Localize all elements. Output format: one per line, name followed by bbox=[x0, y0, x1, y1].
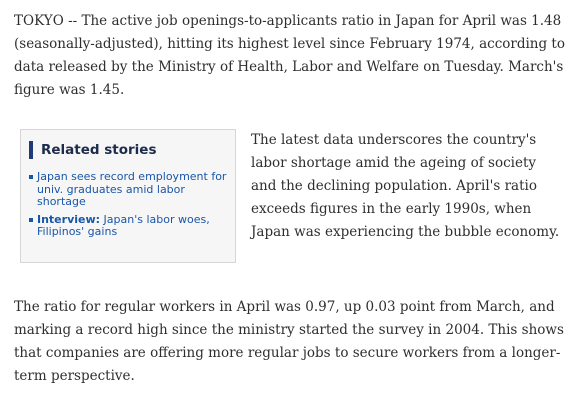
article-paragraph-1: TOKYO -- The active job openings-to-applicants ratio in Japan for April was 1.48 (seasonally-adjusted), hitting its highest level since February 1974, according to data released by the Ministry of Health, Labor and Welfare on Tuesday. March's figure was 1.45. bbox=[14, 13, 565, 98]
bullet-icon bbox=[29, 218, 33, 222]
related-stories-title: Related stories bbox=[29, 141, 157, 159]
related-story-link[interactable]: Japan sees record employment for univ. graduates amid labor shortage bbox=[37, 170, 227, 208]
related-story-link[interactable]: Japan's labor woes, Filipinos' gains bbox=[37, 212, 210, 238]
bullet-icon bbox=[29, 175, 33, 179]
related-stories-box bbox=[20, 129, 236, 263]
related-story-label: Interview: bbox=[37, 212, 101, 226]
related-story-item-1[interactable] bbox=[29, 171, 234, 209]
article-paragraph-2: The latest data underscores the country's labor shortage amid the ageing of society and the declining population. April's ratio exceeds figures in the early 1990s, when Japan was experiencing the bubble economy. bbox=[251, 132, 560, 240]
related-story-item-2[interactable] bbox=[29, 214, 234, 239]
article-paragraph-3: The ratio for regular workers in April was 0.97, up 0.03 point from March, and marking a record high since the ministry started the survey in 2004. This shows that companies are offering more regular jobs to secure workers from a longer-term perspective. bbox=[14, 299, 564, 384]
related-stories-list bbox=[29, 171, 234, 244]
